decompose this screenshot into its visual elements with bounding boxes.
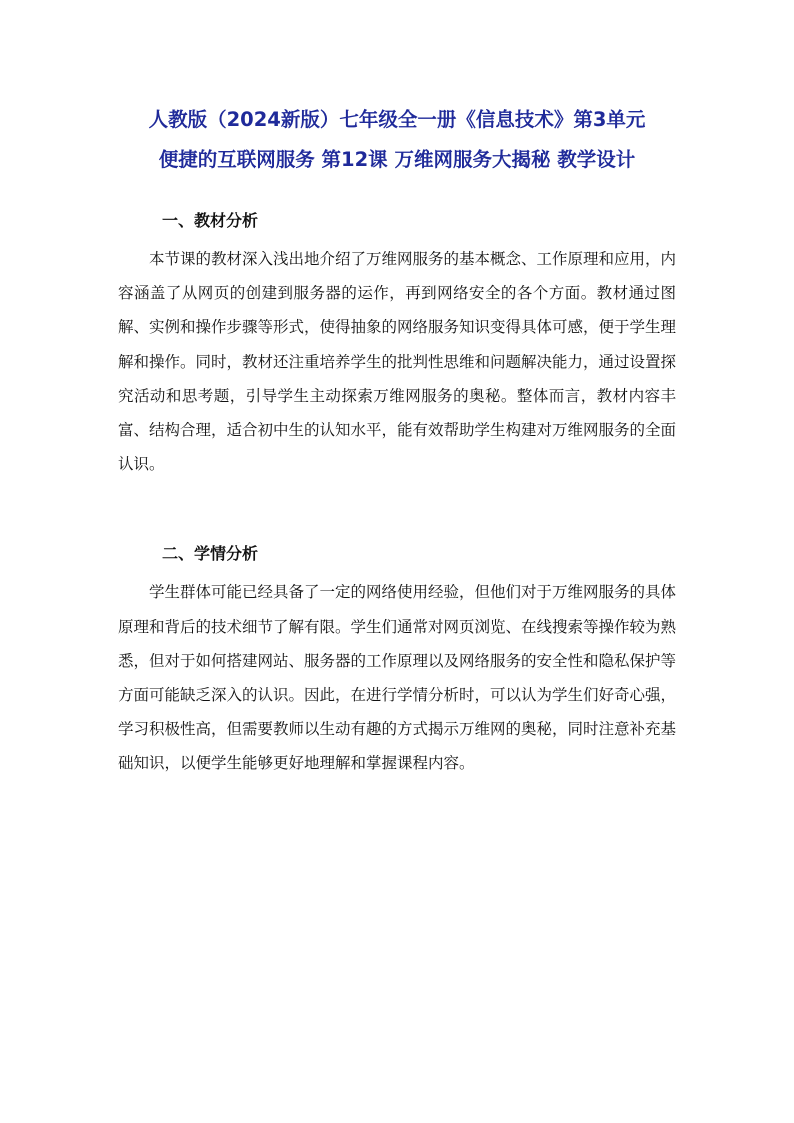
section-student-analysis	[118, 533, 676, 780]
title-line-1: 人教版（2024新版）七年级全一册《信息技术》第3单元	[148, 108, 646, 131]
section-paragraph: 学生群体可能已经具备了一定的网络使用经验，但他们对于万维网服务的具体原理和背后的技术细节了解有限。学生们通常对网页浏览、在线搜索等操作较为熟悉，但对于如何搭建网站、服务器的工作原理以及网络服务的安全性和隐私保护等方面可能缺乏深入的认识。因此，在进行学情分析时，可以认为学生们好奇心强，学习积极性高，但需要教师以生动有趣的方式揭示万维网的奥秘，同时注意补充基础知识，以便学生能够更好地理解和掌握课程内容。	[118, 583, 677, 773]
section-heading: 二、学情分析	[162, 544, 259, 564]
section-textbook-analysis	[118, 200, 676, 481]
section-heading: 一、教材分析	[162, 211, 259, 230]
title-line-2: 便捷的互联网服务 第12课 万维网服务大揭秘 教学设计	[158, 148, 636, 171]
section-paragraph: 本节课的教材深入浅出地介绍了万维网服务的基本概念、工作原理和应用，内容涵盖了从网页的创建到服务器的运作，再到网络安全的各个方面。教材通过图解、实例和操作步骤等形式，使得抽象的网络服务知识变得具体可感，便于学生理解和操作。同时，教材还注重培养学生的批判性思维和问题解决能力，通过设置探究活动和思考题，引导学生主动探索万维网服务的奥秘。整体而言，教材内容丰富、结构合理，适合初中生的认知水平，能有效帮助学生构建对万维网服务的全面认识。	[118, 250, 677, 474]
document-title	[118, 100, 676, 180]
